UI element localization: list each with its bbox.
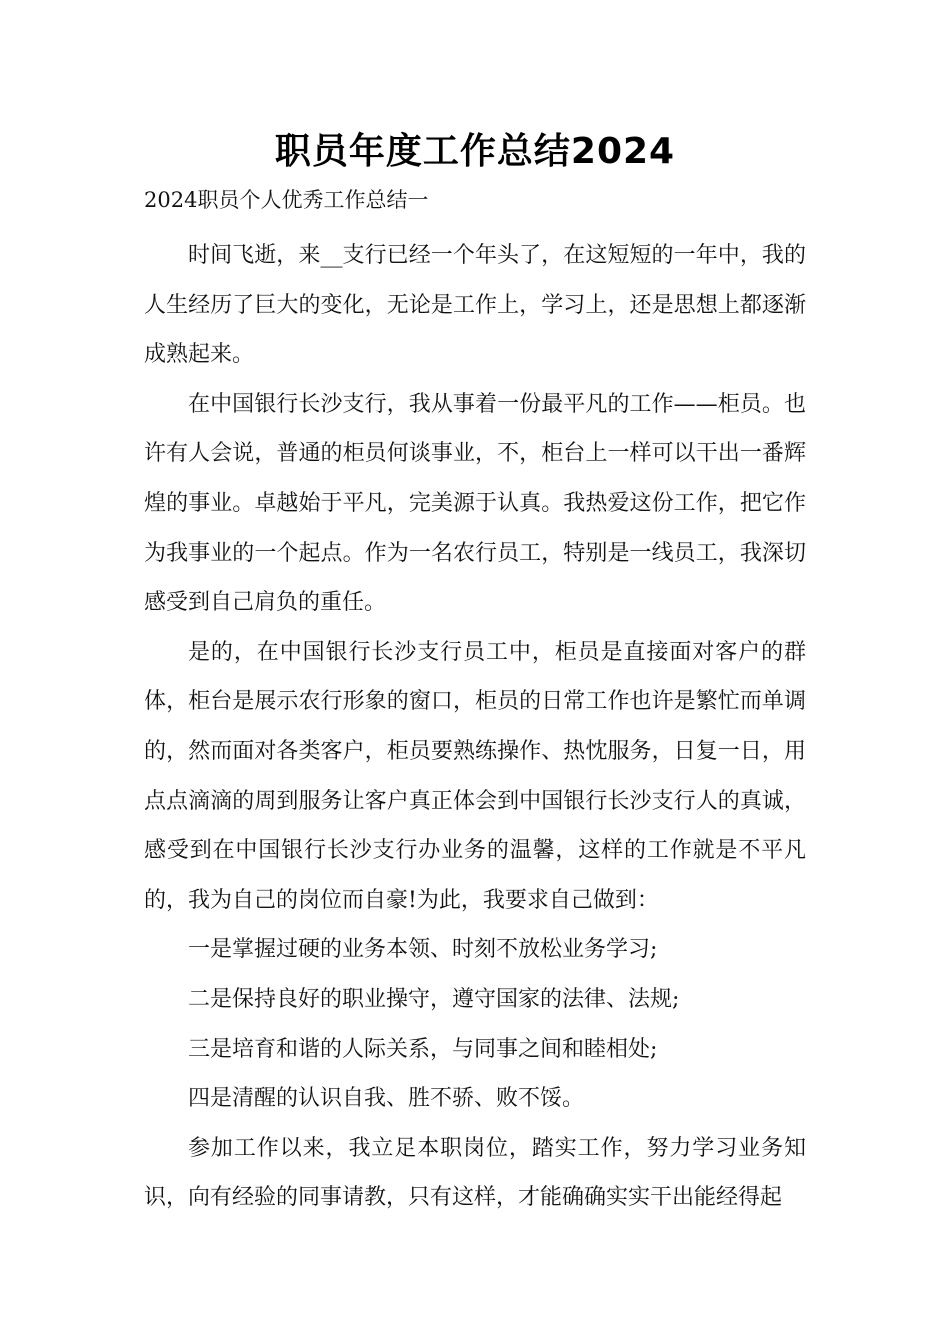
document-subtitle: 2024职员个人优秀工作总结一: [144, 188, 429, 212]
document-title: 职员年度工作总结2024: [274, 131, 676, 172]
document-body: [144, 231, 806, 1223]
list-item-3: 三是培育和谐的人际关系，与同事之间和睦相处;: [188, 1036, 658, 1062]
list-item-1: 一是掌握过硬的业务本领、时刻不放松业务学习;: [188, 937, 658, 963]
list-item-4: 四是清醒的认识自我、胜不骄、败不馁。: [188, 1086, 585, 1112]
paragraph-4: 参加工作以来，我立足本职岗位，踏实工作，努力学习业务知识，向有经验的同事请教，只有这样，才能确确实实干出能经得起: [144, 1135, 806, 1211]
list-item-2: 二是保持良好的职业操守，遵守国家的法律、法规;: [188, 986, 680, 1012]
paragraph-2: 在中国银行长沙支行，我从事着一份最平凡的工作——柜员。也许有人会说，普通的柜员何谈事业，不，柜台上一样可以干出一番辉煌的事业。卓越始于平凡，完美源于认真。我热爱这份工作，把它作为我事业的一个起点。作为一名农行员工，特别是一线员工，我深切感受到自己肩负的重任。: [144, 391, 806, 616]
paragraph-1: 时间飞逝，来__支行已经一个年头了，在这短短的一年中，我的人生经历了巨大的变化，无论是工作上，学习上，还是思想上都逐渐成熟起来。: [144, 243, 806, 368]
paragraph-3: 是的，在中国银行长沙支行员工中，柜员是直接面对客户的群体，柜台是展示农行形象的窗口，柜员的日常工作也许是繁忙而单调的，然而面对各类客户，柜员要熟练操作、热忱服务，日复一日，用点点滴滴的周到服务让客户真正体会到中国银行长沙支行人的真诚，感受到在中国银行长沙支行办业务的温馨，这样的工作就是不平凡的，我为自己的岗位而自豪!为此，我要求自己做到：: [144, 639, 806, 913]
